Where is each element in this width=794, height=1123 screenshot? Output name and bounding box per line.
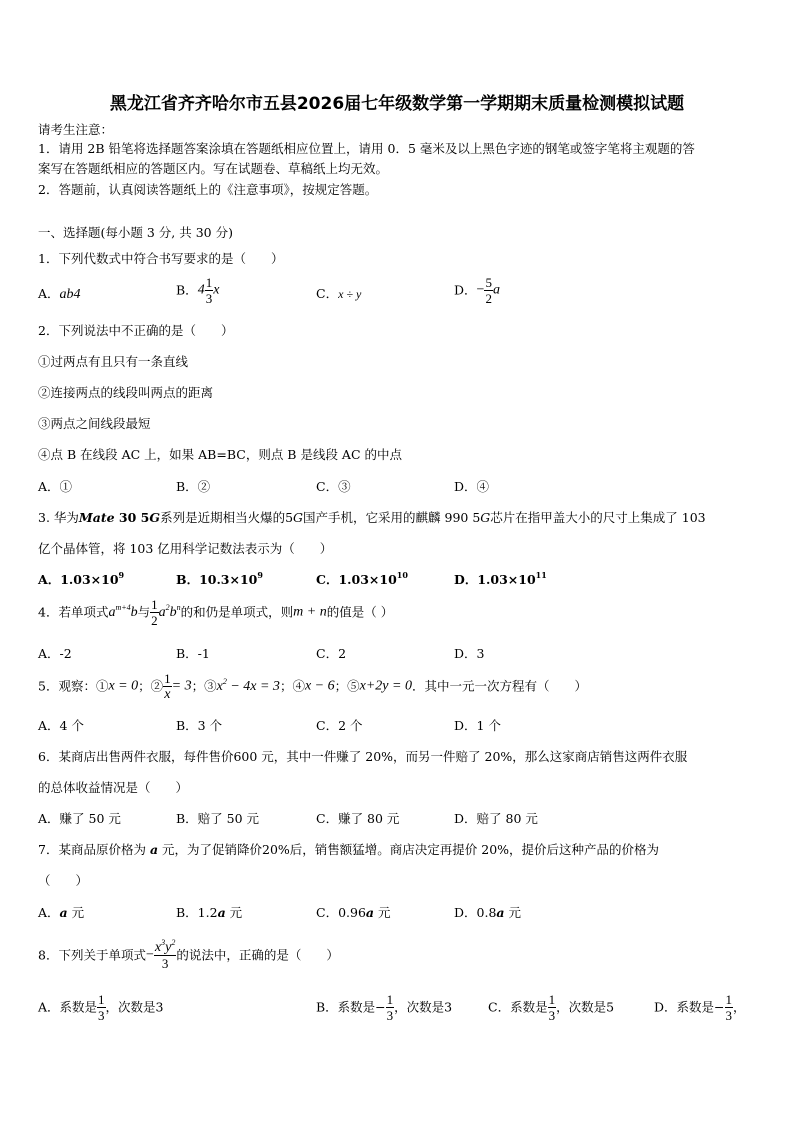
text: D．0.8 xyxy=(454,905,497,920)
q6-option-d: D．赔了 80 元 xyxy=(454,811,538,826)
text: ；④ xyxy=(279,678,305,694)
question-3-stem-line-2: 亿个晶体管，将 103 亿用科学记数法表示为（ ） xyxy=(38,541,333,556)
text: B．系数是− xyxy=(316,999,386,1015)
option-label: D． xyxy=(454,282,477,298)
text: ，次数是3 xyxy=(394,999,453,1015)
expression: m + n xyxy=(293,604,327,620)
fraction-numerator xyxy=(154,938,176,956)
q5-option-a: A．4 个 xyxy=(38,718,84,733)
text: 3. 华为 xyxy=(38,510,79,525)
q3-option-c xyxy=(316,572,408,588)
text: 4．若单项式 xyxy=(38,604,109,620)
fraction-denominator: 3 xyxy=(725,1008,732,1023)
question-6-stem-line-2: 的总体收益情况是（ ） xyxy=(38,780,189,795)
q1-option-b xyxy=(176,276,219,305)
option-expression: ab4 xyxy=(59,287,81,302)
q2-statement-4: ④点 B 在线段 AC 上，如果 AB=BC，则点 B 是线段 AC 的中点 xyxy=(38,447,402,462)
notice-heading: 请考生注意： xyxy=(38,122,114,137)
fraction-denominator: 3 xyxy=(161,956,169,971)
exponent: 3 xyxy=(161,938,166,947)
variable: a xyxy=(492,282,500,298)
notice-line-1b: 案写在答题纸相应的答题区内。写在试题卷、草稿纸上均无效。 xyxy=(38,161,389,176)
page-title: 黑龙江省齐齐哈尔市五县2026届七年级数学第一学期期末质量检测模拟试题 xyxy=(109,94,685,114)
base: b xyxy=(169,604,177,620)
text: 与 xyxy=(137,604,151,620)
exponent: 2 xyxy=(222,676,227,686)
text: 的说法中，正确的是（ ） xyxy=(176,947,339,963)
fraction-denominator: 3 xyxy=(98,1008,105,1023)
fraction xyxy=(205,276,214,305)
fraction-denominator: 2 xyxy=(485,291,492,306)
question-8-stem xyxy=(38,938,339,971)
exponent: 10 xyxy=(396,570,408,580)
text: ；③ xyxy=(191,678,217,694)
option-label: A． xyxy=(38,286,60,301)
base: y xyxy=(165,940,172,955)
q6-option-b: B．赔了 50 元 xyxy=(176,811,260,826)
base: a xyxy=(158,604,166,620)
q7-option-c xyxy=(316,905,391,921)
exponent: 9 xyxy=(257,570,263,580)
q8-option-d xyxy=(654,993,746,1022)
q5-option-b: B．3 个 xyxy=(176,718,223,733)
text: 30 5 xyxy=(114,510,150,525)
fraction xyxy=(154,938,176,971)
fraction-numerator: 1 xyxy=(386,992,394,1007)
variable: a xyxy=(496,905,505,920)
variable: b xyxy=(130,604,138,620)
section-heading: 一、选择题(每小题 3 分, 共 30 分) xyxy=(38,225,233,240)
variable: a xyxy=(149,842,159,857)
text: 元 xyxy=(504,905,521,920)
exponent: 2 xyxy=(171,938,176,947)
fraction-numerator: 1 xyxy=(98,992,105,1007)
text: ， xyxy=(733,999,746,1015)
text: ；⑤ xyxy=(334,678,360,694)
text: − 4x = 3 xyxy=(226,678,280,694)
fraction-numerator: 1 xyxy=(548,992,556,1007)
fraction xyxy=(150,598,159,627)
text: 国产手机，它采用的麒麟 990 5 xyxy=(303,510,481,525)
exponent: n xyxy=(176,602,181,612)
sign: − xyxy=(145,947,154,963)
q1-option-d xyxy=(454,276,500,305)
equation-4: x − 6 xyxy=(304,678,335,694)
q3-option-d xyxy=(454,572,547,588)
q2-option-c: C．③ xyxy=(316,479,351,494)
base: x xyxy=(154,940,162,955)
text: 元，为了促销降价20%后，销售额猛增。商店决定再提价 20%，提价后这种产品的价格为 xyxy=(158,842,660,857)
fraction-numerator: 1 xyxy=(164,671,171,686)
monomial-1 xyxy=(108,602,138,620)
base: A．1.03×10 xyxy=(38,572,119,587)
text: 的值是（ ） xyxy=(326,604,394,620)
equation-1: x = 0 xyxy=(108,678,139,694)
q5-option-d: D．1 个 xyxy=(454,718,501,733)
base: B．10.3×10 xyxy=(176,572,258,587)
exponent: 11 xyxy=(535,570,547,580)
q2-option-a: A．① xyxy=(38,479,73,494)
q2-option-d: D．④ xyxy=(454,479,490,494)
equation-3 xyxy=(216,676,280,694)
text: 芯片在指甲盖大小的尺寸上集成了 103 xyxy=(490,510,706,525)
text: 7．某商品原价格为 xyxy=(38,842,150,857)
fraction-denominator: 3 xyxy=(548,1008,556,1023)
text-italic: G xyxy=(293,510,304,525)
q4-option-c: C．2 xyxy=(316,646,347,661)
fraction-denominator: 3 xyxy=(386,1008,394,1023)
text: ．其中一元一次方程有（ ） xyxy=(411,678,587,694)
fraction xyxy=(97,993,106,1022)
option-expression: x ÷ y xyxy=(338,287,362,301)
question-1-stem: 1．下列代数式中符合书写要求的是（ ） xyxy=(38,251,284,266)
text: 的和仍是单项式，则 xyxy=(180,604,294,620)
fraction xyxy=(725,993,734,1022)
text: A． xyxy=(38,905,60,920)
text: A．系数是 xyxy=(38,999,98,1015)
text: 系列是近期相当火爆的5 xyxy=(160,510,294,525)
base: C．1.03×10 xyxy=(316,572,397,587)
sign: − xyxy=(476,282,485,298)
exponent: m+4 xyxy=(115,602,131,612)
q8-option-c xyxy=(488,993,614,1022)
question-6-stem-line-1: 6．某商店出售两件衣服，每件售价600 元，其中一件赚了 20%，而另一件赔了 20%，那么这家商店销售这两件衣服 xyxy=(38,749,688,764)
fraction-numerator: 5 xyxy=(485,275,492,290)
q2-statement-3: ③两点之间线段最短 xyxy=(38,416,151,431)
text: 元 xyxy=(225,905,243,920)
question-5-stem xyxy=(38,672,587,701)
q2-option-b: B．② xyxy=(176,479,211,494)
fraction-denominator: 2 xyxy=(151,613,158,628)
q7-option-d xyxy=(454,905,521,921)
text-italic: G xyxy=(149,510,161,525)
q4-option-d: D．3 xyxy=(454,646,485,661)
q3-option-a xyxy=(38,572,124,588)
q6-option-a: A．赚了 50 元 xyxy=(38,811,121,826)
fraction xyxy=(386,993,395,1022)
q7-option-a xyxy=(38,905,84,921)
question-4-stem xyxy=(38,598,393,627)
q3-option-b xyxy=(176,572,263,588)
fraction-denominator: x xyxy=(164,687,171,702)
equation-2-rest: = 3 xyxy=(171,678,192,694)
equation-5: x+2y = 0 xyxy=(359,678,412,694)
question-7-stem-line-1 xyxy=(38,842,659,858)
variable: x xyxy=(213,282,220,298)
option-label: C． xyxy=(316,286,339,301)
text: D．系数是− xyxy=(654,999,725,1015)
q5-option-c: C．2 个 xyxy=(316,718,363,733)
question-2-stem: 2．下列说法中不正确的是（ ） xyxy=(38,323,234,338)
variable: a xyxy=(365,905,375,920)
q4-option-a: A．-2 xyxy=(38,646,72,661)
q1-option-c xyxy=(316,286,361,302)
notice-line-1a: 1．请用 2B 铅笔将选择题答案涂填在答题纸相应位置上，请用 0．5 毫米及以上黑色字迹的钢笔或签字笔将主观题的答 xyxy=(38,141,695,156)
text: ，次数是5 xyxy=(556,999,615,1015)
text: ；② xyxy=(138,678,164,694)
fraction xyxy=(484,276,493,305)
notice-line-2: 2．答题前，认真阅读答题纸上的《注意事项》，按规定答题。 xyxy=(38,182,378,197)
base: x xyxy=(216,678,223,694)
mixed-number-whole: 4 xyxy=(197,282,205,298)
option-label: B． xyxy=(176,282,198,298)
text: C．系数是 xyxy=(488,999,548,1015)
base: D．1.03×10 xyxy=(454,572,536,587)
text: C．0.96 xyxy=(316,905,366,920)
fraction xyxy=(163,672,172,701)
q7-option-b xyxy=(176,905,242,921)
text: 8．下列关于单项式 xyxy=(38,947,146,963)
fraction-numerator: 1 xyxy=(725,992,732,1007)
variable: a xyxy=(217,905,226,920)
text: B．1.2 xyxy=(176,905,218,920)
monomial-2 xyxy=(158,602,181,620)
q2-statement-2: ②连接两点的线段叫两点的距离 xyxy=(38,385,214,400)
fraction-numerator: 1 xyxy=(151,597,158,612)
text: ，次数是3 xyxy=(105,999,164,1015)
q6-option-c: C．赚了 80 元 xyxy=(316,811,400,826)
q1-option-a xyxy=(38,286,81,303)
exponent: 9 xyxy=(118,570,125,580)
exponent: 2 xyxy=(165,602,170,612)
fraction-denominator: 3 xyxy=(205,291,213,306)
variable: a xyxy=(59,905,68,920)
text-italic: Mate xyxy=(78,510,115,525)
q4-option-b: B．-1 xyxy=(176,646,210,661)
fraction-numerator: 1 xyxy=(205,275,213,290)
text: 元 xyxy=(374,905,391,920)
question-7-stem-line-2: （ ） xyxy=(38,873,89,888)
text-italic: G xyxy=(480,510,491,525)
text: 5．观察：① xyxy=(38,678,109,694)
question-3-stem-line-1 xyxy=(38,510,706,526)
q2-statement-1: ①过两点有且只有一条直线 xyxy=(38,354,189,369)
q8-option-b xyxy=(316,993,452,1022)
fraction xyxy=(548,993,557,1022)
q8-option-a xyxy=(38,993,163,1022)
base: a xyxy=(108,604,116,620)
text: 元 xyxy=(67,905,85,920)
